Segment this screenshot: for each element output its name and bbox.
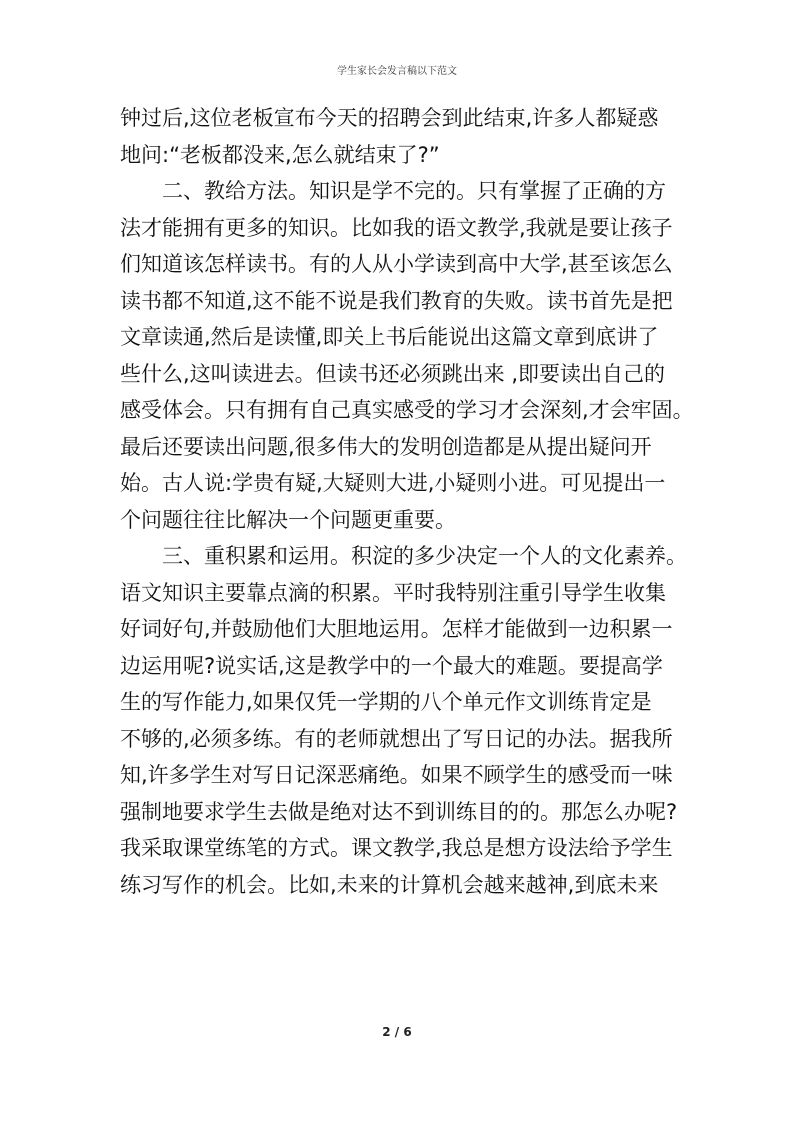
text-line: 我采取课堂练笔的方式。课文教学,我总是想方设法给予学生 <box>120 836 673 860</box>
text-line: 练习写作的机会。比如,未来的计算机会越来越神,到底未来 <box>120 872 659 897</box>
text-line: 法才能拥有更多的知识。比如我的语文教学,我就是要让孩子 <box>120 215 673 240</box>
text-line: 个问题往往比解决一个问题更重要。 <box>120 507 456 532</box>
text-line: 三、重积累和运用。积淀的多少决定一个人的文化素养。 <box>162 544 687 568</box>
text-line: 好词好句,并鼓励他们大胆地运用。怎样才能做到一边积累一 <box>120 617 673 641</box>
text-line: 们知道该怎样读书。有的人从小学读到高中大学,甚至该怎么 <box>120 252 673 276</box>
text-line: 生的写作能力,如果仅凭一学期的八个单元作文训练肯定是 <box>120 690 652 714</box>
text-line: 二、教给方法。知识是学不完的。只有掌握了正确的方 <box>162 179 666 203</box>
text-line: 边运用呢?说实话,这是教学中的一个最大的难题。要提高学 <box>120 653 663 678</box>
text-line: 不够的,必须多练。有的老师就想出了写日记的办法。据我所 <box>120 726 673 751</box>
text-line: 强制地要求学生去做是绝对达不到训练目的的。那怎么办呢? <box>120 799 678 824</box>
text-line: 知,许多学生对写日记深恶痛绝。如果不顾学生的感受而一味 <box>120 763 673 787</box>
text-line: 语文知识主要靠点滴的积累。平时我特别注重引导学生收集 <box>120 580 666 605</box>
text-line: 读书都不知道,这不能不说是我们教育的失败。读书首先是把 <box>120 288 673 313</box>
text-line: 钟过后,这位老板宣布今天的招聘会到此结束,许多人都疑惑 <box>120 106 659 130</box>
document-body <box>120 100 694 903</box>
text-line: 最后还要读出问题,很多伟大的发明创造都是从提出疑问开 <box>120 434 652 459</box>
text-line: 始。古人说:学贵有疑,大疑则大进,小疑则小进。可见提出一 <box>120 471 666 495</box>
text-line: 些什么,这叫读进去。但读书还必须跳出来 ,即要读出自己的 <box>120 361 666 386</box>
text-line: 地问:“老板都没来,怎么就结束了?” <box>120 142 440 167</box>
text-line: 文章读通,然后是读懂,即关上书后能说出这篇文章到底讲了 <box>120 325 659 349</box>
text-line: 感受体会。只有拥有自己真实感受的学习才会深刻,才会牢固。 <box>120 398 694 422</box>
page-header: 学生家长会发言稿以下范文 <box>337 66 457 77</box>
page-number: 2 / 6 <box>382 1025 412 1039</box>
